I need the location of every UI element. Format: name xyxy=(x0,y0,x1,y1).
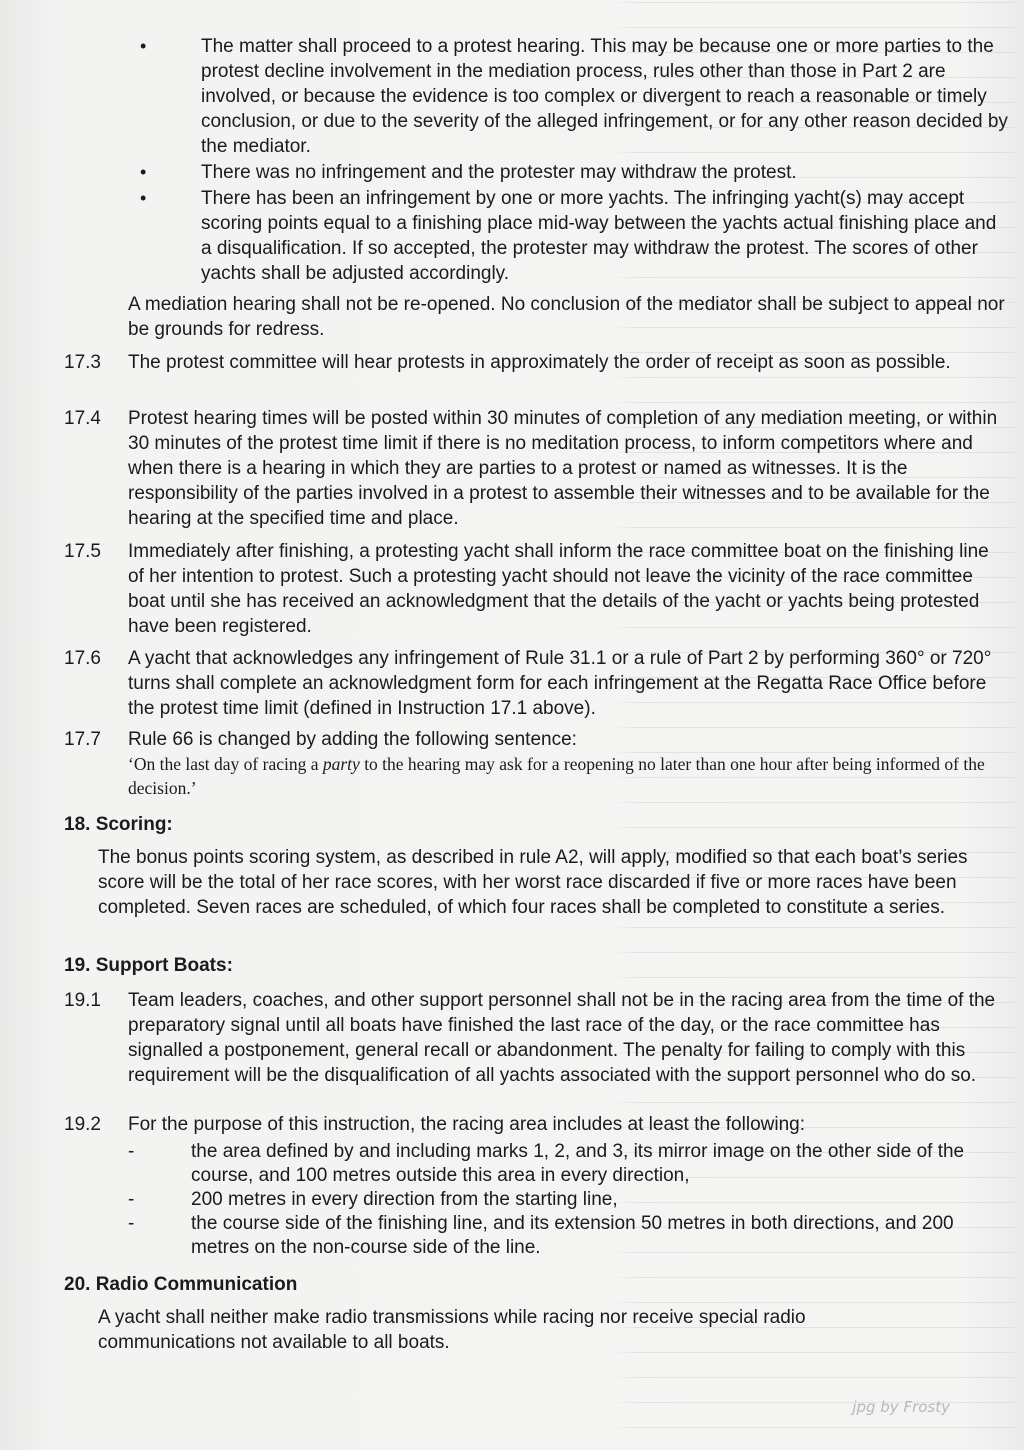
bullet-text: There was no infringement and the protester may withdraw the protest. xyxy=(201,162,797,183)
clause-text: For the purpose of this instruction, the racing area includes at least the following: xyxy=(128,1114,805,1135)
section-heading-radio: 20. Radio Communication xyxy=(64,1274,298,1295)
bullet-text: The matter shall proceed to a protest hearing. This may be because one or more parties to the protest decline involvement in the mediation process, rules other than those in Part 2 are involved, or because the evidence is too complex or divergent to reach a reasonable or timely conclusion, or due to the severity of the alleged infringement, or for any other reason decided by the mediator. xyxy=(201,36,1008,157)
dash-icon: - xyxy=(128,1141,135,1162)
clause-number: 17.3 xyxy=(64,352,101,373)
section-heading-support-boats: 19. Support Boats: xyxy=(64,955,233,976)
list-item xyxy=(128,1188,1008,1212)
clause-17-4 xyxy=(64,406,1009,531)
clause-17-7 xyxy=(64,727,1009,752)
clause-text: Team leaders, coaches, and other support personnel shall not be in the racing area from the time of the preparatory signal until all boats have finished the last race of the day, or the race committee has signalled a postponement, general recall or abandonment. The penalty for failing to comply with this requirement will be the disqualification of all yachts associated with the support personnel who do so. xyxy=(128,990,996,1086)
bullet-icon: • xyxy=(140,162,147,182)
clause-17-5 xyxy=(64,539,1009,639)
rule-66-quote xyxy=(128,752,998,800)
clause-number: 19.1 xyxy=(64,990,101,1011)
mediation-note: A mediation hearing shall not be re-opened. No conclusion of the mediator shall be subject to appeal nor be grounds for redress. xyxy=(128,294,1005,340)
list-item xyxy=(128,1212,1008,1260)
quote-text-end: to the hearing may ask for a reopening no later than one hour after being informed of the decision.’ xyxy=(128,754,985,798)
clause-19-1 xyxy=(64,988,1009,1088)
clause-text: Immediately after finishing, a protesting yacht shall inform the race committee boat on the finishing line of her intention to protest. Such a protesting yacht should not leave the vicinity of the race committee boat until she has received an acknowledgment that the details of the yacht or yachts being protested have been registered. xyxy=(128,541,989,637)
radio-paragraph: A yacht shall neither make radio transmissions while racing nor receive special radio communications not available to all boats. xyxy=(98,1307,806,1353)
quote-italic-word: party xyxy=(322,754,360,774)
clause-number: 17.4 xyxy=(64,408,101,429)
dash-icon: - xyxy=(128,1189,135,1210)
dash-text: the area defined by and including marks 1, 2, and 3, its mirror image on the other side of the course, and 100 metres outside this area in every direction, xyxy=(191,1141,965,1186)
list-item xyxy=(128,1140,1008,1188)
dash-icon: - xyxy=(128,1213,135,1234)
bullet-icon: • xyxy=(140,188,147,208)
mediation-outcome-bullets xyxy=(130,34,1010,287)
clause-number: 17.5 xyxy=(64,541,101,562)
list-item xyxy=(130,160,1010,185)
bullet-icon: • xyxy=(140,36,147,56)
list-item xyxy=(130,186,1010,286)
clause-text: A yacht that acknowledges any infringement of Rule 31.1 or a rule of Part 2 by performing 360° or 720° turns shall complete an acknowledgment form for each infringement at the Regatta Race Office before the protest time limit (defined in Instruction 17.1 above). xyxy=(128,648,992,719)
clause-17-3 xyxy=(64,350,1009,375)
clause-text: Rule 66 is changed by adding the following sentence: xyxy=(128,729,577,750)
quote-text-start: ‘On the last day of racing a xyxy=(128,754,323,774)
clause-number: 17.7 xyxy=(64,729,101,750)
clause-19-2 xyxy=(64,1112,1009,1137)
clause-17-6 xyxy=(64,646,1009,721)
racing-area-list xyxy=(128,1140,1008,1260)
scoring-paragraph: The bonus points scoring system, as described in rule A2, will apply, modified so that each boat’s series score will be the total of her race scores, with her worst race discarded if five or more races have been completed. Seven races are scheduled, of which four races shall be completed to constitute a series. xyxy=(98,847,968,918)
dash-text: the course side of the finishing line, and its extension 50 metres in both directions, and 200 metres on the non-course side of the line. xyxy=(191,1213,954,1258)
section-heading-scoring: 18. Scoring: xyxy=(64,814,173,835)
dash-text: 200 metres in every direction from the starting line, xyxy=(191,1189,618,1210)
clause-text: Protest hearing times will be posted within 30 minutes of completion of any mediation meeting, or within 30 minutes of the protest time limit if there is no meditation process, to inform competitors where and when there is a hearing in which they are parties to a protest or named as witnesses. It is the responsibility of the parties involved in a protest to assemble their witnesses and to be available for the hearing at the specified time and place. xyxy=(128,408,998,529)
clause-text: The protest committee will hear protests in approximately the order of receipt as soon as possible. xyxy=(128,352,951,373)
list-item xyxy=(130,34,1010,159)
bullet-text: There has been an infringement by one or more yachts. The infringing yacht(s) may accept scoring points equal to a finishing place mid-way between the yachts actual finishing place and a disqualification. If so accepted, the protester may withdraw the protest. The scores of other yachts shall be adjusted accordingly. xyxy=(201,188,997,284)
clause-number: 17.6 xyxy=(64,648,101,669)
clause-number: 19.2 xyxy=(64,1114,101,1135)
watermark: jpg by Frosty xyxy=(852,1398,950,1416)
